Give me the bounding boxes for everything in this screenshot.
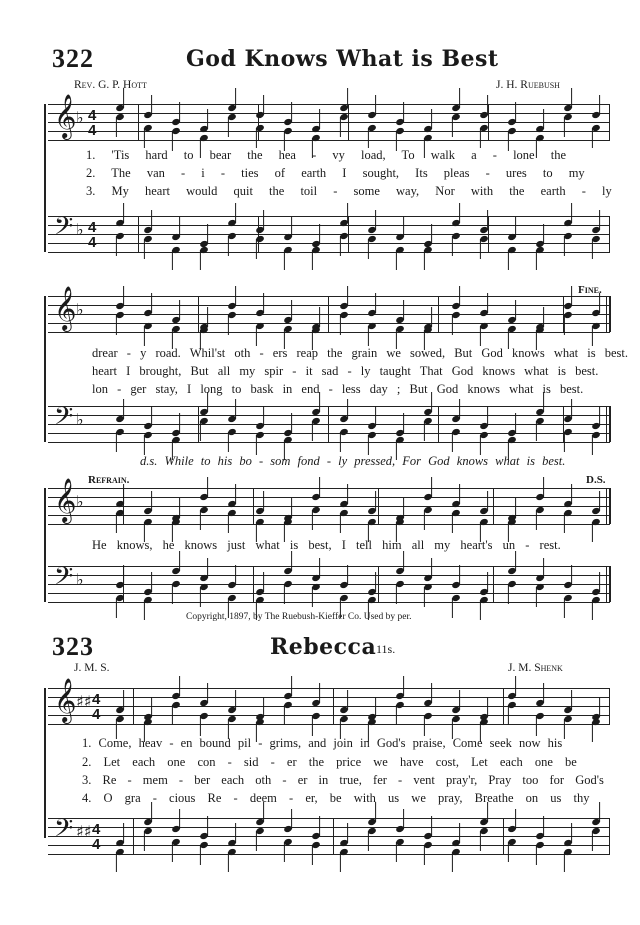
treble-staff [48,94,610,140]
fine-mark: Fine. [578,284,602,296]
ds-mark: D.S. [586,474,606,486]
bass-clef-icon: 𝄢 [54,562,74,597]
flat-icon: ♭ [76,300,84,319]
flat-icon: ♭ [76,570,84,589]
refrain-line: He knows, he knows just what is best, I tell him all my heart's un - rest. [92,538,561,552]
bass-staff [48,814,610,854]
music-credit: J. M. Shenk [508,662,563,674]
verse-line-1: 1. 'Tis hard to bear the hea - vy load, To walk a - lone the [86,148,566,162]
refrain-label: Refrain. [88,474,130,486]
verse-line-2: heart I brought, But all my spir - it sad - ly taught That God knows what is best. [92,364,599,378]
copyright-notice: Copyright, 1897, by The Ruebush-Kieffer Co. Used by per. [186,612,412,622]
music-credit: J. H. Ruebush [496,79,560,91]
bass-staff [48,212,610,252]
treble-clef-icon: 𝄞 [54,478,77,522]
time-signature: 4 4 [88,107,97,139]
hymn-number: 322 [52,44,94,73]
verse-line-1: drear - y road. Whil'st oth - ers reap the grain we sowed, But God knows what is best. [92,346,628,360]
treble-clef-icon: 𝄞 [54,286,77,330]
time-signature: 4 4 [92,821,101,853]
flat-icon: ♭ [76,410,84,429]
bass-staff [48,562,610,602]
sharp-icon: ♯♯ [76,692,92,711]
hymn-number: 323 [52,632,94,661]
bass-clef-icon: 𝄢 [54,212,74,247]
hymn-meter: 11s. [376,642,396,656]
bass-staff [48,402,610,442]
flat-icon: ♭ [76,492,84,511]
bass-clef-icon: 𝄢 [54,402,74,437]
words-credit: J. M. S. [74,662,110,674]
time-signature: 4 4 [88,219,97,251]
words-credit: Rev. G. P. Hott [74,79,147,91]
verse-line-3: 3. My heart would quit the toil - some way, Nor with the earth - ly [86,184,612,198]
verse-line-3: lon - ger stay, I long to bask in end - less day ; But God knows what is best. [92,382,584,396]
flat-icon: ♭ [76,108,84,127]
treble-staff [48,678,610,724]
hymn-title: Rebecca [270,634,377,660]
verse-line-2: 2. The van - i - ties of earth I sought, Its pleas - ures to my [86,166,585,180]
treble-clef-icon: 𝄞 [54,678,77,722]
verse-line-2: 2. Let each one con - sid - er the price we have cost, Let each one be [82,755,577,769]
verse-line-3: 3. Re - mem - ber each oth - er in true, fer - vent pray'r, Pray too for God's [82,773,604,787]
ds-verse-line: d.s. While to his bo - som fond - ly pressed, For God knows what is best. [140,454,566,468]
verse-line-4: 4. O gra - cious Re - deem - er, be with us we pray, Breathe on us thy [82,791,590,805]
flat-icon: ♭ [76,220,84,239]
hymn-title: God Knows What is Best [186,46,499,72]
bass-clef-icon: 𝄢 [54,814,74,849]
sharp-icon: ♯♯ [76,822,92,841]
time-signature: 4 4 [92,691,101,723]
treble-clef-icon: 𝄞 [54,94,77,138]
verse-line-1: 1. Come, heav - en bound pil - grims, and join in God's praise, Come seek now his [82,736,563,750]
